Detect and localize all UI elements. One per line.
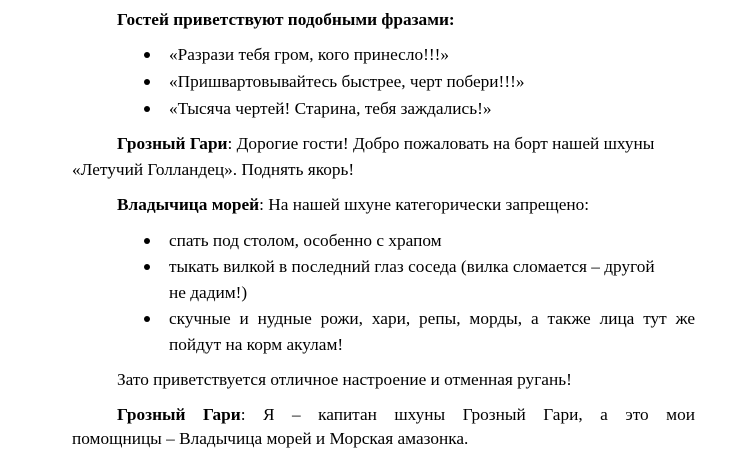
bullet-icon bbox=[144, 238, 150, 244]
greeting-item-1: «Разрази тебя гром, кого принесло!!!» bbox=[169, 45, 450, 64]
greetings-heading: Гостей приветствуют подобными фразами: bbox=[117, 10, 455, 29]
bullet-icon bbox=[144, 106, 150, 112]
speaker-name: Грозный Гари bbox=[117, 405, 241, 424]
greeting-item-3: «Тысяча чертей! Старина, тебя заждались!» bbox=[169, 99, 492, 118]
speaker-name: Владычица морей bbox=[117, 195, 260, 214]
paragraph-4-line-2: помощницы – Владычица морей и Морская амазонка. bbox=[72, 429, 469, 448]
speaker-name: Грозный Гари bbox=[117, 134, 228, 153]
rule-item-2-line-1: тыкать вилкой в последний глаз соседа (вилка сломается – другой bbox=[169, 257, 655, 276]
paragraph-4-line-1 bbox=[117, 404, 695, 426]
bullet-icon bbox=[144, 79, 150, 85]
speech-text: : Я – капитан шхуны Грозный Гари, а это мои bbox=[240, 405, 696, 424]
speech-text: : На нашей шхуне категорически запрещено: bbox=[259, 195, 590, 214]
rule-item-2-line-2: не дадим!) bbox=[169, 283, 248, 302]
rule-item-3-line-2: пойдут на корм акулам! bbox=[169, 335, 344, 354]
rule-item-1: спать под столом, особенно с храпом bbox=[169, 231, 442, 250]
paragraph-1-line-2: «Летучий Голландец». Поднять якорь! bbox=[72, 160, 355, 179]
rule-item-3-line-1: скучные и нудные рожи, хари, репы, морды, а также лица тут же bbox=[169, 309, 695, 328]
bullet-icon bbox=[144, 316, 150, 322]
paragraph-1-line-1 bbox=[117, 133, 654, 155]
paragraph-2 bbox=[117, 194, 589, 216]
speech-text: : Дорогие гости! Добро пожаловать на борт нашей шхуны bbox=[227, 134, 655, 153]
paragraph-3: Зато приветствуется отличное настроение и отменная ругань! bbox=[117, 370, 572, 389]
bullet-icon bbox=[144, 52, 150, 58]
greeting-item-2: «Пришвартовывайтесь быстрее, черт побери!!!» bbox=[169, 72, 525, 91]
bullet-icon bbox=[144, 264, 150, 270]
